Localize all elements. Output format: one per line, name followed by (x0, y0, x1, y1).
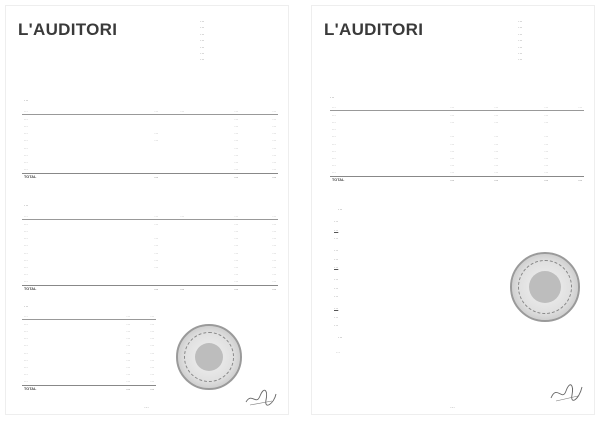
table-cell: … (272, 228, 276, 233)
column-header: … (186, 107, 240, 115)
table-cell (160, 256, 186, 263)
column-header: … (92, 312, 132, 320)
column-header: … (106, 107, 160, 115)
table-cell: … (234, 138, 238, 143)
table-cell (160, 271, 186, 278)
table-cell: … (24, 364, 28, 369)
table-cell: … (272, 145, 276, 150)
table-cell: TOTAL (22, 285, 106, 293)
table-cell: … (272, 264, 276, 269)
table-row (22, 137, 278, 144)
table-cell: … (450, 155, 454, 160)
table-cell: … (272, 279, 276, 284)
table-cell: … (234, 279, 238, 284)
table-cell: … (24, 343, 28, 348)
table-cell: … (24, 123, 28, 128)
table-cell: … (154, 221, 158, 226)
table-cell: … (126, 357, 130, 362)
table-cell: … (544, 134, 548, 139)
table-cell (106, 115, 160, 123)
table-cell: … (24, 336, 28, 341)
note-line: … (334, 226, 339, 232)
signature (548, 382, 584, 404)
table-cell: … (150, 336, 154, 341)
table-cell: … (150, 364, 154, 369)
section-title: … (338, 206, 343, 211)
column-header: … (456, 103, 500, 111)
table-cell: … (154, 131, 158, 136)
table-cell: … (154, 138, 158, 143)
table-cell: … (494, 155, 498, 160)
table-cell (106, 227, 160, 234)
table-cell: … (450, 134, 454, 139)
table-cell: TOTAL (22, 173, 106, 181)
table-cell: … (154, 257, 158, 262)
section-title: … (24, 303, 29, 308)
table-cell: … (272, 243, 276, 248)
table-cell: TOTAL (330, 176, 412, 184)
table-row (330, 133, 584, 140)
table-row (330, 169, 584, 177)
table-cell: … (332, 170, 336, 175)
table-cell: … (234, 116, 238, 121)
table-row (22, 371, 156, 378)
table-cell (550, 147, 584, 154)
table-cell: … (332, 112, 336, 117)
table-cell: … (332, 119, 336, 124)
table-cell: … (234, 152, 238, 157)
table-row (22, 158, 278, 165)
column-header: … (240, 212, 278, 220)
table-cell: … (272, 123, 276, 128)
total-row (22, 285, 278, 293)
table-cell: … (150, 343, 154, 348)
table-cell: … (24, 167, 28, 172)
table-cell: … (126, 321, 130, 326)
table-row (22, 115, 278, 123)
table-row (22, 256, 278, 263)
table-cell: … (494, 148, 498, 153)
table-cell: … (272, 152, 276, 157)
table-row (22, 263, 278, 270)
table-cell: … (24, 279, 28, 284)
table-cell: … (234, 145, 238, 150)
table-cell: … (240, 285, 278, 293)
column-header: … (240, 107, 278, 115)
table-cell (160, 235, 186, 242)
table-row (22, 242, 278, 249)
table-cell (106, 271, 160, 278)
table-cell: … (450, 112, 454, 117)
table-cell: … (234, 257, 238, 262)
table-cell: … (456, 176, 500, 184)
table-cell: … (24, 379, 28, 384)
table-cell: … (494, 163, 498, 168)
table-cell: … (272, 221, 276, 226)
table-row (330, 140, 584, 147)
table-cell: … (24, 145, 28, 150)
table-cell: … (332, 163, 336, 168)
table-cell: … (272, 236, 276, 241)
column-header: … (500, 103, 550, 111)
column-header: … (550, 103, 584, 111)
table-cell: … (234, 272, 238, 277)
table-cell: … (150, 328, 154, 333)
table-cell: … (24, 243, 28, 248)
table-cell (160, 263, 186, 270)
table-cell: … (24, 350, 28, 355)
table-cell: … (544, 112, 548, 117)
table-cell: … (332, 148, 336, 153)
table-cell (106, 122, 160, 129)
note-line: … (334, 255, 339, 261)
table-cell: … (126, 364, 130, 369)
table-cell: … (332, 155, 336, 160)
page-number: … (450, 404, 455, 410)
table-row (22, 220, 278, 228)
note-line: … (334, 313, 339, 319)
table-cell: … (544, 148, 548, 153)
expenses-table (22, 212, 278, 293)
column-header: … (412, 103, 456, 111)
note-line: … (334, 247, 339, 252)
table-cell: … (24, 272, 28, 277)
section-title: … (338, 334, 343, 339)
table-cell: … (500, 176, 550, 184)
table-cell (106, 151, 160, 158)
table-cell (160, 137, 186, 144)
table-cell (456, 126, 500, 133)
table-cell: … (494, 112, 498, 117)
table-row (330, 147, 584, 154)
table-cell: … (24, 328, 28, 333)
table-cell (160, 242, 186, 249)
table-cell: … (272, 131, 276, 136)
table-cell (550, 140, 584, 147)
table-cell: … (544, 170, 548, 175)
table-cell: … (126, 343, 130, 348)
table-cell: … (272, 138, 276, 143)
table-cell: … (126, 350, 130, 355)
table-cell: … (450, 163, 454, 168)
table-cell: … (132, 385, 156, 393)
table-cell: … (544, 155, 548, 160)
table-row (22, 327, 156, 334)
table-row (22, 356, 156, 363)
table-cell: … (24, 264, 28, 269)
table-cell: … (544, 163, 548, 168)
table-cell (550, 118, 584, 125)
table-row (22, 320, 156, 328)
column-header: … (160, 107, 186, 115)
table-cell (550, 162, 584, 169)
table-cell (160, 278, 186, 286)
table-cell: … (412, 176, 456, 184)
note-line: … (334, 305, 339, 310)
table-cell (160, 158, 186, 165)
table-row (330, 154, 584, 161)
table-cell: … (186, 173, 240, 181)
table-cell: … (234, 243, 238, 248)
table-cell: … (234, 250, 238, 255)
table-cell (106, 166, 160, 174)
table-cell (550, 126, 584, 133)
table-cell: … (550, 176, 584, 184)
table-cell: … (186, 285, 240, 293)
table-cell: … (24, 236, 28, 241)
table-cell: … (450, 148, 454, 153)
table-cell: … (154, 236, 158, 241)
table-cell (550, 169, 584, 177)
table-cell (160, 227, 186, 234)
section-title: … (24, 202, 29, 207)
table-cell: … (24, 138, 28, 143)
table-row (22, 335, 156, 342)
table-row (22, 151, 278, 158)
table-cell: … (24, 221, 28, 226)
table-cell: … (150, 350, 154, 355)
section-title: … (330, 94, 335, 99)
table-cell: … (544, 119, 548, 124)
address-block: … … … … … … … (200, 18, 205, 62)
official-seal (176, 324, 242, 390)
table-cell: … (126, 328, 130, 333)
table-cell: … (150, 372, 154, 377)
column-header: … (160, 212, 186, 220)
table-cell: … (24, 357, 28, 362)
table-cell: … (150, 357, 154, 362)
table-cell: … (272, 167, 276, 172)
table-cell: … (272, 250, 276, 255)
table-row (22, 271, 278, 278)
table-row (22, 144, 278, 151)
table-cell (106, 158, 160, 165)
table-row (330, 126, 584, 133)
auditori-logo: L'AUDITORI (18, 20, 118, 39)
table-cell: … (234, 159, 238, 164)
table-cell: … (234, 167, 238, 172)
table-cell: … (150, 321, 154, 326)
table-row (22, 122, 278, 129)
table-row (330, 111, 584, 119)
table-cell: … (332, 141, 336, 146)
table-cell: … (240, 173, 278, 181)
table-cell (160, 173, 186, 181)
table-cell: … (234, 236, 238, 241)
table-cell: … (126, 336, 130, 341)
total-row (22, 385, 156, 393)
table-cell: … (24, 321, 28, 326)
table-cell: … (24, 228, 28, 233)
table-row (22, 166, 278, 174)
table-row (330, 118, 584, 125)
table-row (22, 235, 278, 242)
table-cell: … (126, 372, 130, 377)
note-line: … (334, 284, 339, 290)
table-cell (160, 130, 186, 137)
table-cell: … (450, 119, 454, 124)
table-cell (106, 278, 160, 286)
table-cell: … (332, 127, 336, 132)
table-cell: … (272, 257, 276, 262)
table-cell (160, 151, 186, 158)
table-cell: … (272, 272, 276, 277)
table-cell (550, 133, 584, 140)
note-line: … (334, 293, 339, 298)
table-cell: … (272, 159, 276, 164)
official-seal (510, 252, 580, 322)
table-cell: … (234, 228, 238, 233)
note-line: … (334, 264, 339, 269)
activity-table (22, 312, 156, 393)
table-row (22, 278, 278, 286)
table-cell (500, 126, 550, 133)
table-cell: … (150, 379, 154, 384)
table-cell: … (234, 123, 238, 128)
table-cell: … (106, 285, 160, 293)
table-row (330, 162, 584, 169)
note-line: … (334, 322, 339, 327)
table-cell (160, 249, 186, 256)
table-cell: … (494, 134, 498, 139)
auditori-logo: L'AUDITORI (324, 20, 424, 39)
table-cell: TOTAL (22, 385, 92, 393)
table-row (22, 378, 156, 386)
address-block: … … … … … … … (518, 18, 523, 62)
column-header: … (186, 212, 240, 220)
table-cell: … (234, 131, 238, 136)
table-cell (160, 144, 186, 151)
table-cell: … (234, 264, 238, 269)
section-title: … (24, 97, 29, 102)
column-header: … (132, 312, 156, 320)
table-row (22, 342, 156, 349)
note-line: … (334, 235, 339, 240)
table-cell: … (92, 385, 132, 393)
table-cell: … (126, 379, 130, 384)
income-expenses-table (330, 103, 584, 184)
table-cell (160, 115, 186, 123)
table-cell: … (154, 264, 158, 269)
table-cell: … (160, 285, 186, 293)
table-cell (550, 111, 584, 119)
table-cell: … (24, 250, 28, 255)
table-cell: … (494, 141, 498, 146)
table-row (22, 363, 156, 370)
signature (244, 388, 278, 408)
note-line: … (334, 276, 339, 281)
table-cell: … (154, 243, 158, 248)
table-row (22, 249, 278, 256)
table-cell (550, 154, 584, 161)
table-cell: … (332, 134, 336, 139)
table-cell: … (24, 131, 28, 136)
column-header: … (106, 212, 160, 220)
column-header: … (22, 212, 106, 220)
table-cell: … (234, 221, 238, 226)
table-cell: … (24, 257, 28, 262)
right-page (312, 6, 594, 414)
table-cell: … (24, 159, 28, 164)
table-cell: … (24, 152, 28, 157)
table-cell: … (450, 141, 454, 146)
table-cell: … (106, 173, 160, 181)
total-row (330, 176, 584, 184)
page-number: … (144, 404, 149, 410)
table-cell: … (544, 141, 548, 146)
table-row (22, 349, 156, 356)
table-cell: … (24, 372, 28, 377)
table-cell: … (154, 250, 158, 255)
table-cell (412, 126, 456, 133)
table-row (22, 227, 278, 234)
table-row (22, 130, 278, 137)
note-line: … (334, 218, 339, 223)
table-cell: … (24, 116, 28, 121)
total-row (22, 173, 278, 181)
table-cell (160, 122, 186, 129)
table-cell: … (494, 119, 498, 124)
left-page (6, 6, 288, 414)
column-header: … (330, 103, 412, 111)
footer-text: … (336, 349, 340, 354)
table-cell (160, 166, 186, 174)
table-cell (106, 144, 160, 151)
table-cell: … (494, 170, 498, 175)
table-cell (160, 220, 186, 228)
column-header: … (22, 312, 92, 320)
income-table (22, 107, 278, 181)
table-cell: … (450, 170, 454, 175)
table-cell: … (272, 116, 276, 121)
column-header: … (22, 107, 106, 115)
